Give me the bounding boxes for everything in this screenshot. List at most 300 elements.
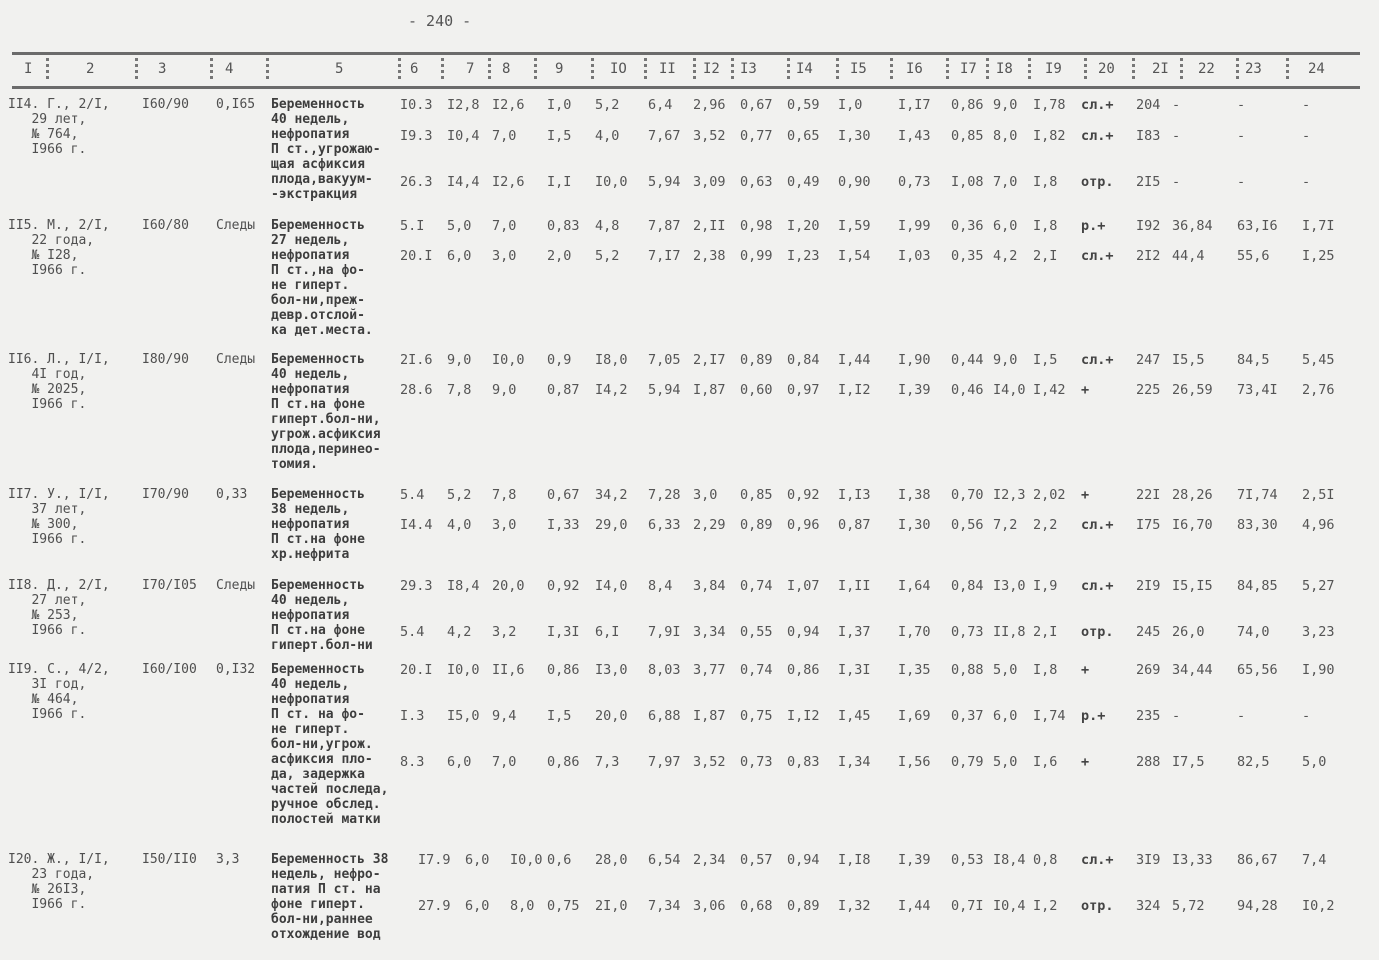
table-cell: 5,0 [1302,754,1327,770]
table-cell: 20.I [400,248,433,264]
table-cell: 3,77 [693,662,726,678]
table-cell: I,90 [898,352,931,368]
table-cell: сл.+ [1081,578,1114,594]
table-cell: 29.3 [400,578,433,594]
table-cell: 0,67 [547,487,580,503]
column-separator [1180,58,1183,82]
table-cell: I4,0 [993,382,1026,398]
patient-info: II7. У., I/I, 37 лет, № 300, I966 г. [8,487,110,547]
table-cell: 73,4I [1237,382,1278,398]
table-cell: - [1302,708,1311,724]
table-cell: 55,6 [1237,248,1270,264]
table-cell: - [1237,97,1246,113]
table-cell: I,38 [898,487,931,503]
table-cell: 0,68 [740,898,773,914]
table-cell: 0,44 [951,352,984,368]
table-cell: I.3 [400,708,425,724]
table-cell: 0,92 [787,487,820,503]
table-cell: 5,72 [1172,898,1205,914]
table-cell: 7,34 [648,898,681,914]
table-cell: 245 [1136,624,1161,640]
table-cell: 7,0 [492,754,517,770]
table-cell: I7.9 [418,852,451,868]
table-cell: 0,98 [740,218,773,234]
column-separator [986,58,989,82]
table-cell: сл.+ [1081,97,1114,113]
column-separator [644,58,647,82]
column-header-6: 6 [410,61,419,77]
table-cell: I,34 [838,754,871,770]
table-cell: I,I3 [838,487,871,503]
table-cell: 0,89 [740,517,773,533]
table-cell: 83,30 [1237,517,1278,533]
table-cell: 0,73 [951,624,984,640]
table-cell: I0,0 [492,352,525,368]
table-cell: 29,0 [595,517,628,533]
table-cell: 0,6 [547,852,572,868]
table-cell: 7,0 [492,128,517,144]
table-cell: I,54 [838,248,871,264]
table-cell: 269 [1136,662,1161,678]
table-cell: I83 [1136,128,1161,144]
table-cell: I,39 [898,382,931,398]
table-cell: 28,0 [595,852,628,868]
table-cell: отр. [1081,624,1114,640]
column-header-13: I3 [740,61,757,77]
table-cell: 3I9 [1136,852,1161,868]
table-cell: 2I.6 [400,352,433,368]
table-cell: 86,67 [1237,852,1278,868]
table-cell: 2,I7 [693,352,726,368]
table-cell: 7,8 [447,382,472,398]
table-cell: I,II [838,578,871,594]
table-cell: 2,76 [1302,382,1335,398]
column-separator [398,58,401,82]
table-cell: I,3I [547,624,580,640]
table-cell: р.+ [1081,218,1106,234]
blood-pressure: I70/90 [142,487,189,502]
table-cell: 7,2 [993,517,1018,533]
table-cell: 5,2 [595,248,620,264]
column-separator [441,58,444,82]
table-cell: I6,70 [1172,517,1213,533]
table-cell: 3,84 [693,578,726,594]
table-cell: 63,I6 [1237,218,1278,234]
table-cell: 4,0 [447,517,472,533]
table-cell: 4,0 [595,128,620,144]
table-cell: - [1302,97,1311,113]
table-cell: I,9 [1033,578,1058,594]
table-cell: 6,0 [465,898,490,914]
table-cell: 26,0 [1172,624,1205,640]
table-cell: 5.4 [400,624,425,640]
table-cell: I2,6 [492,97,525,113]
column-separator [787,58,790,82]
column-separator [693,58,696,82]
table-cell: 0,90 [838,174,871,190]
table-cell: + [1081,754,1090,770]
table-cell: 0,86 [547,754,580,770]
table-cell: 6,0 [447,754,472,770]
table-header-rule [12,86,1360,89]
table-cell: - [1172,174,1181,190]
table-cell: 5.I [400,218,425,234]
proteinuria: Следы [216,218,256,233]
proteinuria: 0,I65 [216,97,256,112]
table-cell: 6,0 [447,248,472,264]
table-cell: 28.6 [400,382,433,398]
table-cell: 6,54 [648,852,681,868]
column-header-15: I5 [850,61,867,77]
table-cell: 6,0 [465,852,490,868]
table-cell: 0,36 [951,218,984,234]
diagnosis: Беременность 38 недель, нефропатия П ст.на фоне хр.нефрита [271,487,365,562]
table-cell: I,32 [838,898,871,914]
table-top-rule [12,52,1360,55]
blood-pressure: I60/I00 [142,662,197,677]
table-cell: I,0 [838,97,863,113]
table-cell: I,5 [547,128,572,144]
blood-pressure: I50/II0 [142,852,197,867]
table-cell: I,30 [838,128,871,144]
table-cell: I5,0 [447,708,480,724]
table-cell: I,7I [1302,218,1335,234]
diagnosis: Беременность 40 недель, нефропатия П ст.на фоне гиперт.бол-ни, угрож.асфиксия плода,перинео- томия. [271,352,381,472]
table-cell: I,8 [1033,174,1058,190]
table-cell: - [1302,174,1311,190]
table-cell: 20,0 [492,578,525,594]
column-separator [1286,58,1289,82]
diagnosis: Беременность 38 недель, нефро- патия П ст. на фоне гиперт. бол-ни,раннее отхождение вод [271,852,389,942]
table-cell: I0,0 [510,852,543,868]
table-cell: 5,0 [993,662,1018,678]
table-cell: + [1081,382,1090,398]
column-separator [591,58,594,82]
table-cell: 2,96 [693,97,726,113]
table-cell: 9,0 [993,352,1018,368]
blood-pressure: I70/I05 [142,578,197,593]
table-cell: 8,0 [510,898,535,914]
table-cell: 0,99 [740,248,773,264]
diagnosis: Беременность 27 недель, нефропатия П ст.,на фо- не гиперт. бол-ни,преж- девр.отслой- ка дет.места. [271,218,373,338]
table-cell: 247 [1136,352,1161,368]
table-cell: 235 [1136,708,1161,724]
table-cell: I,20 [787,218,820,234]
patient-info: II5. М., 2/I, 22 года, № I28, I966 г. [8,218,110,278]
column-header-5: 5 [335,61,344,77]
table-cell: I,25 [1302,248,1335,264]
table-cell: - [1237,708,1246,724]
table-cell: I,I2 [787,708,820,724]
table-cell: 7I,74 [1237,487,1278,503]
table-cell: 8,03 [648,662,681,678]
table-cell: I,44 [838,352,871,368]
table-cell: I,42 [1033,382,1066,398]
column-separator [1084,58,1087,82]
proteinuria: 3,3 [216,852,240,867]
table-cell: + [1081,662,1090,678]
column-header-9: 9 [555,61,564,77]
table-cell: 5,0 [447,218,472,234]
table-cell: I8,4 [447,578,480,594]
table-cell: 0,88 [951,662,984,678]
table-cell: 0,35 [951,248,984,264]
diagnosis: Беременность 40 недель, нефропатия П ст.на фоне гиперт.бол-ни [271,578,373,653]
table-cell: 5,0 [993,754,1018,770]
table-cell: II,6 [492,662,525,678]
table-cell: 3,52 [693,128,726,144]
diagnosis: Беременность 40 недель, нефропатия П ст. на фо- не гиперт. бол-ни,угрож. асфиксия пло- да, задержка частей последа, ручное обслед. полостей матки [271,662,389,827]
table-cell: 204 [1136,97,1161,113]
table-cell: I,I8 [838,852,871,868]
table-cell: 0,85 [951,128,984,144]
table-cell: I,87 [693,708,726,724]
table-cell: 74,0 [1237,624,1270,640]
table-cell: 7,97 [648,754,681,770]
page-number: - 240 - [408,12,472,30]
column-separator [46,58,49,82]
table-cell: I4,2 [595,382,628,398]
patient-info: I20. Ж., I/I, 23 года, № 26I3, I966 г. [8,852,110,912]
table-cell: I0,4 [993,898,1026,914]
column-header-17: I7 [960,61,977,77]
table-cell: 2,34 [693,852,726,868]
column-header-14: I4 [796,61,813,77]
column-header-24: 24 [1308,61,1325,77]
table-cell: 0,79 [951,754,984,770]
table-cell: 0,49 [787,174,820,190]
table-cell: I,44 [898,898,931,914]
table-cell: 0,89 [787,898,820,914]
table-cell: 0,83 [547,218,580,234]
column-header-2: 2 [86,61,95,77]
column-header-3: 3 [158,61,167,77]
column-separator [534,58,537,82]
table-cell: - [1172,128,1181,144]
table-cell: 0,75 [547,898,580,914]
table-cell: 0,67 [740,97,773,113]
table-cell: 4,96 [1302,517,1335,533]
table-cell: 27.9 [418,898,451,914]
table-cell: 7,4 [1302,852,1327,868]
table-cell: - [1172,97,1181,113]
table-cell: I2,3 [993,487,1026,503]
table-cell: I,45 [838,708,871,724]
column-header-19: I9 [1045,61,1062,77]
table-cell: I,6 [1033,754,1058,770]
table-cell: 20,0 [595,708,628,724]
table-cell: 7,05 [648,352,681,368]
table-cell: 8,4 [648,578,673,594]
table-cell: 0,73 [740,754,773,770]
table-cell: I,I7 [898,97,931,113]
table-cell: 26.3 [400,174,433,190]
table-cell: 3,09 [693,174,726,190]
table-cell: 8.3 [400,754,425,770]
table-cell: 5,2 [447,487,472,503]
column-header-21: 2I [1152,61,1169,77]
table-cell: 82,5 [1237,754,1270,770]
table-cell: 8,0 [993,128,1018,144]
table-cell: I2,8 [447,97,480,113]
table-cell: 9,0 [993,97,1018,113]
column-separator [836,58,839,82]
column-header-22: 22 [1198,61,1215,77]
table-cell: 7,0 [993,174,1018,190]
table-cell: 0,55 [740,624,773,640]
table-cell: 2,02 [1033,487,1066,503]
table-cell: 0,73 [898,174,931,190]
proteinuria: 0,I32 [216,662,256,677]
table-cell: 0,85 [740,487,773,503]
table-cell: 2,I [1033,624,1058,640]
column-header-12: I2 [703,61,720,77]
table-cell: 5,45 [1302,352,1335,368]
table-cell: I,0 [547,97,572,113]
table-cell: I,82 [1033,128,1066,144]
table-cell: 3,06 [693,898,726,914]
table-cell: 4,2 [993,248,1018,264]
table-cell: сл.+ [1081,852,1114,868]
table-cell: 7,28 [648,487,681,503]
table-cell: 28,26 [1172,487,1213,503]
table-cell: I5,5 [1172,352,1205,368]
table-cell: 7,8 [492,487,517,503]
table-cell: I75 [1136,517,1161,533]
table-cell: I4,4 [447,174,480,190]
table-cell: 0,96 [787,517,820,533]
patient-info: II4. Г., 2/I, 29 лет, № 764, I966 г. [8,97,110,157]
table-cell: 2I,0 [595,898,628,914]
table-cell: I4,0 [595,578,628,594]
table-cell: I9.3 [400,128,433,144]
table-cell: I,59 [838,218,871,234]
table-cell: I7,5 [1172,754,1205,770]
table-cell: I,37 [838,624,871,640]
column-header-23: 23 [1245,61,1262,77]
table-cell: 3,0 [492,517,517,533]
table-cell: 9,0 [447,352,472,368]
patient-info: II6. Л., I/I, 4I год, № 2025, I966 г. [8,352,110,412]
table-cell: 7,9I [648,624,681,640]
table-cell: 0,57 [740,852,773,868]
table-cell: I92 [1136,218,1161,234]
column-header-7: 7 [466,61,475,77]
table-cell: I,70 [898,624,931,640]
proteinuria: Следы [216,578,256,593]
column-separator [488,58,491,82]
table-cell: I,07 [787,578,820,594]
table-cell: I5,I5 [1172,578,1213,594]
blood-pressure: I80/90 [142,352,189,367]
table-cell: 6,33 [648,517,681,533]
table-cell: 6,4 [648,97,673,113]
proteinuria: Следы [216,352,256,367]
table-cell: 0,87 [838,517,871,533]
column-separator [1028,58,1031,82]
table-cell: 5,27 [1302,578,1335,594]
table-cell: 65,56 [1237,662,1278,678]
table-cell: I,74 [1033,708,1066,724]
table-cell: 3,52 [693,754,726,770]
table-cell: I,33 [547,517,580,533]
table-cell: 7,I7 [648,248,681,264]
table-cell: сл.+ [1081,352,1114,368]
table-cell: 3,23 [1302,624,1335,640]
table-cell: 94,28 [1237,898,1278,914]
table-cell: 7,3 [595,754,620,770]
table-cell: I,90 [1302,662,1335,678]
table-cell: 2,38 [693,248,726,264]
table-cell: 0,86 [951,97,984,113]
table-cell: 6,I [595,624,620,640]
table-cell: I0,0 [447,662,480,678]
table-cell: I0,2 [1302,898,1335,914]
table-cell: + [1081,487,1090,503]
table-cell: I2,6 [492,174,525,190]
table-cell: 2,II [693,218,726,234]
table-cell: I,43 [898,128,931,144]
table-cell: 0,92 [547,578,580,594]
table-cell: отр. [1081,174,1114,190]
table-cell: I,I [547,174,572,190]
table-cell: 0,70 [951,487,984,503]
table-cell: 84,5 [1237,352,1270,368]
blood-pressure: I60/90 [142,97,189,112]
table-cell: I3,0 [993,578,1026,594]
table-cell: 0,84 [787,352,820,368]
column-header-8: 8 [502,61,511,77]
table-cell: 0,9 [547,352,572,368]
table-cell: 0,59 [787,97,820,113]
table-cell: 0,84 [951,578,984,594]
table-cell: сл.+ [1081,248,1114,264]
table-cell: I,I2 [838,382,871,398]
table-cell: 0,86 [547,662,580,678]
table-cell: сл.+ [1081,517,1114,533]
table-cell: 5,94 [648,174,681,190]
table-cell: 0,94 [787,852,820,868]
patient-info: II8. Д., 2/I, 27 лет, № 253, I966 г. [8,578,110,638]
table-cell: - [1172,708,1181,724]
table-cell: 7,67 [648,128,681,144]
table-cell: 0,74 [740,662,773,678]
table-cell: 34,2 [595,487,628,503]
table-cell: 2,5I [1302,487,1335,503]
column-header-18: I8 [996,61,1013,77]
table-cell: - [1302,128,1311,144]
diagnosis: Беременность 40 недель, нефропатия П ст.,угрожаю- щая асфиксия плода,вакуум- -экстракция [271,97,381,202]
table-cell: I,69 [898,708,931,724]
table-cell: 0,46 [951,382,984,398]
column-separator [210,58,213,82]
table-cell: 0,7I [951,898,984,914]
column-separator [1132,58,1135,82]
column-separator [890,58,893,82]
table-cell: I,5 [547,708,572,724]
table-cell: 26,59 [1172,382,1213,398]
table-cell: 6,0 [993,218,1018,234]
table-cell: 0,53 [951,852,984,868]
patient-info: II9. С., 4/2, 3I год, № 464, I966 г. [8,662,110,722]
table-cell: 3,2 [492,624,517,640]
table-cell: 34,44 [1172,662,1213,678]
table-cell: I,56 [898,754,931,770]
table-cell: I,8 [1033,662,1058,678]
table-cell: 84,85 [1237,578,1278,594]
table-cell: 4,2 [447,624,472,640]
table-cell: I,8 [1033,218,1058,234]
